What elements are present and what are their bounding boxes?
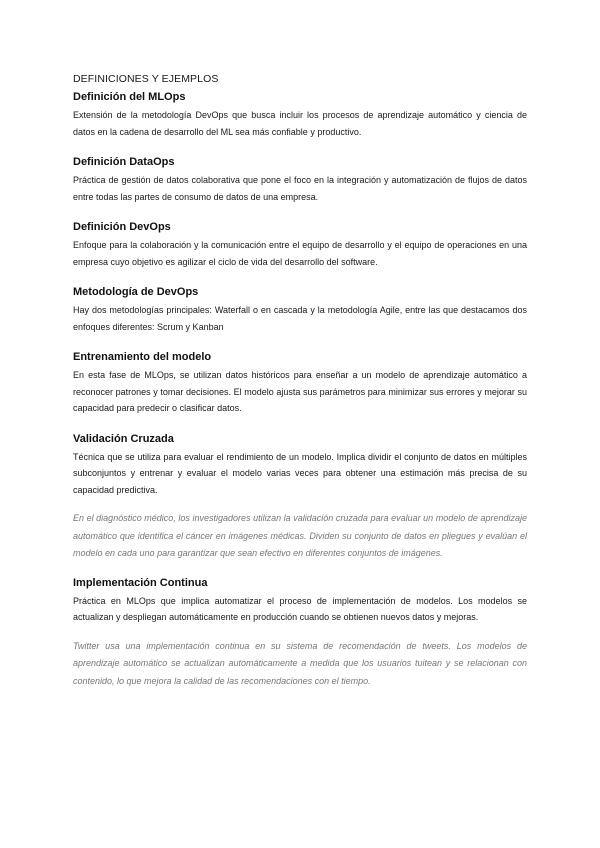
section-text: En esta fase de MLOps, se utilizan datos históricos para enseñar a un modelo de aprendizaje automático a reconocer patrones y tomar decisiones. El modelo ajusta sus parámetros para minimizar sus errores y mejorar su capacidad para predecir o clasificar datos. xyxy=(73,370,527,413)
section-text: Hay dos metodologías principales: Waterfall o en cascada y la metodología Agile, entre las que destacamos dos enfoques diferentes: Scrum y Kanban xyxy=(73,305,527,332)
section-model-training xyxy=(73,349,527,417)
section-text: Enfoque para la colaboración y la comunicación entre el equipo de desarrollo y el equipo de operaciones en una empresa cuyo objetivo es agilizar el ciclo de vida del desarrollo del software. xyxy=(73,240,527,267)
section-continuous-deployment xyxy=(73,575,527,691)
document-title: DEFINICIONES Y EJEMPLOS xyxy=(73,73,219,85)
section-text: Extensión de la metodología DevOps que busca incluir los procesos de aprendizaje automático y ciencia de datos en la cadena de desarrollo del ML sea más confiable y productivo. xyxy=(73,110,527,137)
section-heading: Metodología de DevOps xyxy=(73,286,199,298)
section-text: Práctica en MLOps que implica automatizar el proceso de implementación de modelos. Los modelos se actualizan y despliegan automáticamente en producción cuando se obtienen nuevos datos y mejoras. xyxy=(73,595,527,622)
section-text: Técnica que se utiliza para evaluar el rendimiento de un modelo. Implica dividir el conjunto de datos en múltiples subconjuntos y entrenar y evaluar el modelo varias veces para obtener una estimación más precisa de su capacidad predictiva. xyxy=(73,451,527,495)
section-heading: Entrenamiento del modelo xyxy=(73,351,212,363)
section-mlops xyxy=(73,89,527,140)
section-heading: Definición DataOps xyxy=(73,156,175,168)
section-text: Práctica de gestión de datos colaborativa que pone el foco en la integración y automatización de flujos de datos entre todas las partes de consumo de datos de una empresa. xyxy=(73,175,527,202)
section-dataops xyxy=(73,154,527,205)
section-heading: Definición DevOps xyxy=(73,221,171,233)
section-example: Twitter usa una implementación continua en su sistema de recomendación de tweets. Los modelos de aprendizaje automático se actualizan automáticamente a medida que los usuarios tuitean y se relacionan con contenido, lo que mejora la calidad de las recomendaciones con el tiempo. xyxy=(73,640,527,686)
document-page xyxy=(73,72,527,690)
section-devops xyxy=(73,219,527,270)
section-heading: Implementación Continua xyxy=(73,576,208,589)
section-example: En el diagnóstico médico, los investigadores utilizan la validación cruzada para evaluar un modelo de aprendizaje automático que identifica el cáncer en imágenes médicas. Dividen su conjunto de datos en pliegues y evalúan el modelo en cada uno para garantizar que sean efectivo en diferentes conjuntos de imágenes. xyxy=(73,513,527,558)
section-heading: Definición del MLOps xyxy=(73,91,186,103)
section-devops-methodology xyxy=(73,284,527,335)
section-heading: Validación Cruzada xyxy=(73,432,174,445)
section-cross-validation xyxy=(73,431,527,563)
